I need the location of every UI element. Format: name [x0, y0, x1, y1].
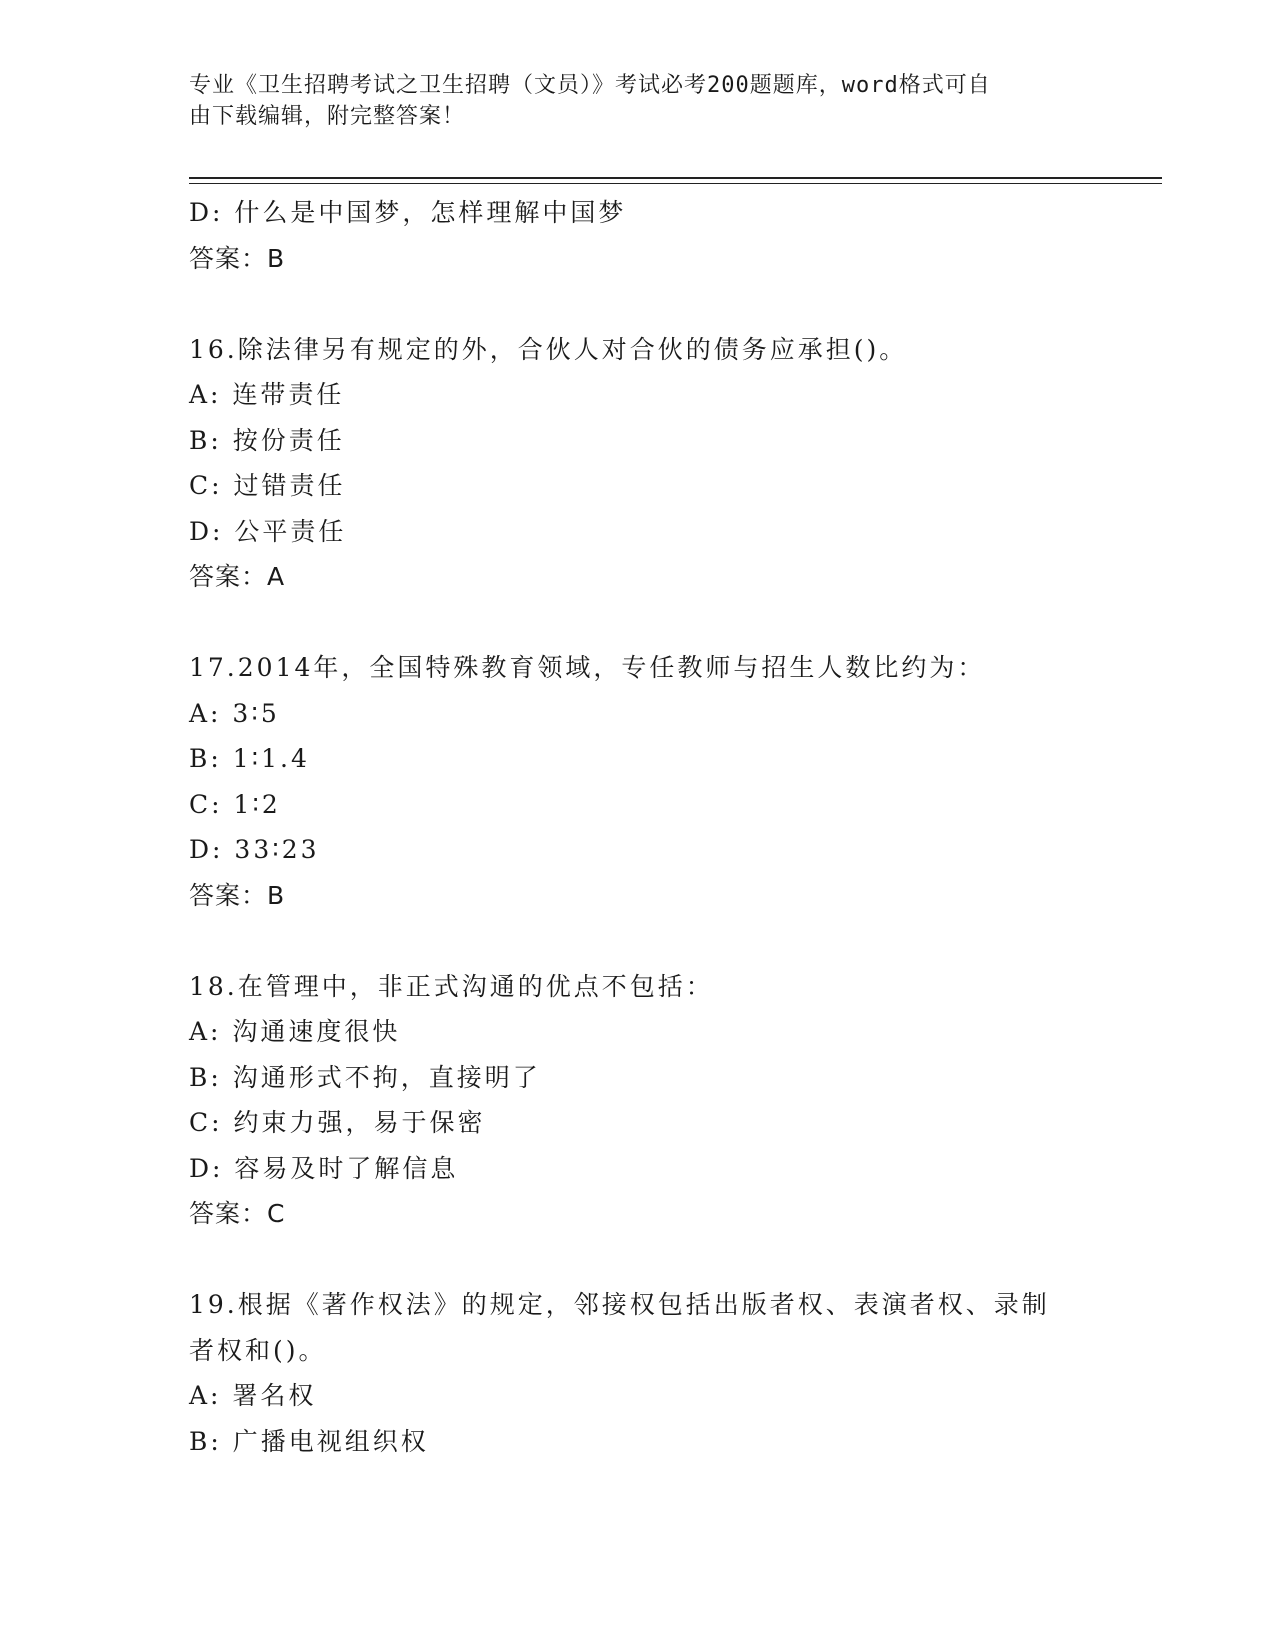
spacer [189, 600, 1089, 646]
question-16 [189, 327, 1089, 600]
option-d: D: 公平责任 [189, 516, 347, 546]
question-stem: 17.2014年，全国特殊教育领域，专任教师与招生人数比约为： [189, 653, 986, 682]
option-b: B: 按份责任 [189, 425, 345, 455]
question-stem: 18.在管理中，非正式沟通的优点不包括： [189, 971, 714, 1001]
question-stem-line-2: 者权和()。 [189, 1335, 327, 1365]
question-stem-line-1: 19.根据《著作权法》的规定，邻接权包括出版者权、表演者权、录制 [189, 1290, 1050, 1319]
option-c: C: 约束力强，易于保密 [189, 1108, 486, 1137]
option-d: D: 33∶23 [189, 835, 320, 864]
option-a: A: 连带责任 [189, 380, 345, 409]
question-17 [189, 645, 1089, 918]
option-b: B: 沟通形式不拘，直接明了 [189, 1062, 541, 1092]
document-header [189, 70, 1089, 132]
option-b: B: 1∶1.4 [189, 744, 310, 773]
header-divider-thin [189, 183, 1162, 184]
question-answer: 答案：A [189, 562, 286, 591]
header-divider-thick [189, 177, 1162, 179]
q15-answer: 答案：B [189, 243, 286, 273]
option-b: B: 广播电视组织权 [189, 1426, 429, 1456]
question-list [189, 190, 1089, 1464]
question-19 [189, 1282, 1089, 1464]
question-answer: 答案：B [189, 880, 286, 910]
header-title-line-1: 专业《卫生招聘考试之卫生招聘（文员）》考试必考200题题库，word格式可自 [189, 73, 991, 98]
spacer [189, 918, 1089, 964]
q15-option-d: D: 什么是中国梦，怎样理解中国梦 [189, 198, 627, 227]
question-stem: 16.除法律另有规定的外，合伙人对合伙的债务应承担()。 [189, 334, 908, 364]
option-a: A: 3∶5 [189, 698, 280, 728]
option-c: C: 过错责任 [189, 471, 346, 500]
question-answer: 答案：C [189, 1199, 286, 1228]
option-d: D: 容易及时了解信息 [189, 1153, 459, 1183]
question-18 [189, 964, 1089, 1237]
option-c: C: 1∶2 [189, 789, 281, 819]
spacer [189, 281, 1089, 327]
spacer [189, 1237, 1089, 1283]
option-a: A: 沟通速度很快 [189, 1017, 401, 1046]
option-a: A: 署名权 [189, 1381, 317, 1410]
header-title-line-2: 由下载编辑，附完整答案！ [189, 104, 466, 129]
